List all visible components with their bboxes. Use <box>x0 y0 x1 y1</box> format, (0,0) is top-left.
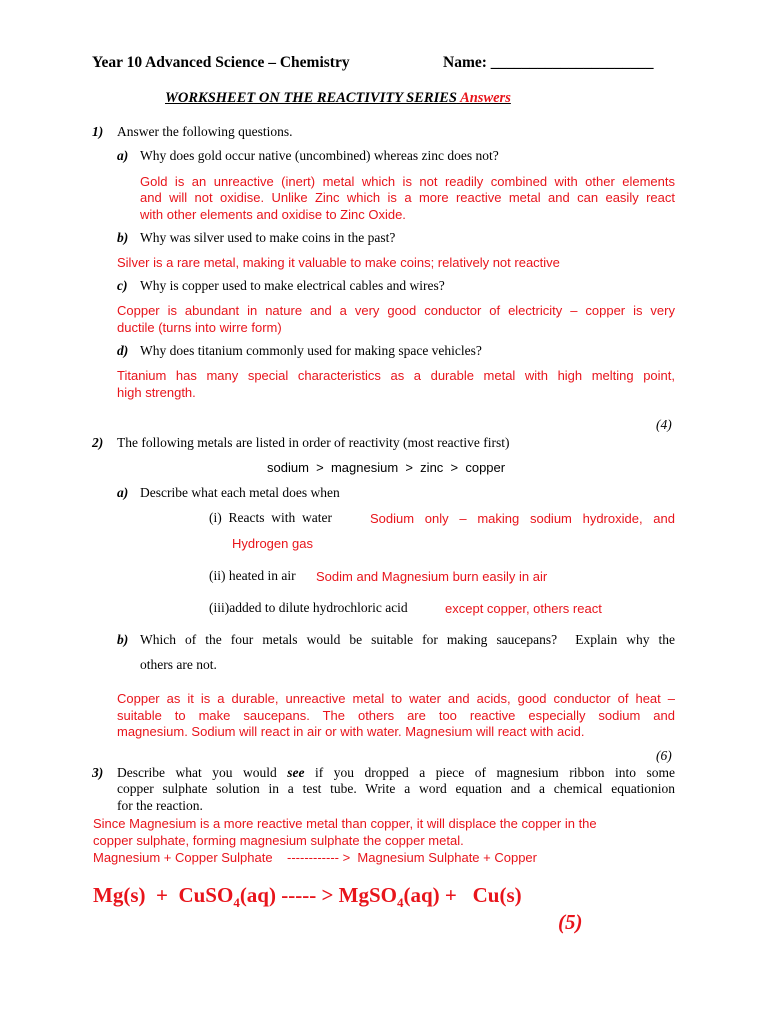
q2a-i-answer-line1: Sodium only – making sodium hydroxide, and <box>370 511 675 526</box>
q2b-question-line2: others are not. <box>140 657 217 672</box>
q1d-question: Why does titanium commonly used for making space vehicles? <box>140 343 482 358</box>
q2a-i-question: (i) Reacts with water <box>209 510 332 525</box>
q2b-question-line1: Which of the four metals would be suitable for making saucepans? Explain why the <box>140 632 675 647</box>
q1c-question: Why is copper used to make electrical cables and wires? <box>140 278 445 293</box>
name-label: Name: <box>443 54 487 71</box>
q1-marks: (4) <box>656 417 672 432</box>
q1-number: 1) <box>92 124 104 139</box>
eq-part-a: Mg(s) + CuSO <box>93 883 234 907</box>
q3-question-see: see <box>287 765 305 780</box>
q1b-label: b) <box>117 230 129 245</box>
eq-part-b: (aq) ----- > MgSO <box>239 883 397 907</box>
q3-chemical-equation <box>93 882 522 916</box>
q2-number: 2) <box>92 435 104 450</box>
q3-question-line3: for the reaction. <box>117 798 203 813</box>
name-field <box>443 54 654 72</box>
eq-part-c: (aq) + Cu(s) <box>403 883 522 907</box>
q3-question-pre: Describe what you would <box>117 765 277 780</box>
q2a-ii-question: (ii) heated in air <box>209 568 296 583</box>
q2-prompt: The following metals are listed in order of reactivity (most reactive first) <box>117 435 510 450</box>
q1b-question: Why was silver used to make coins in the past? <box>140 230 396 245</box>
q3-marks: (5) <box>558 910 583 934</box>
q2b-answer-line2: suitable to make saucepans. The others are too reactive especially sodium and <box>117 708 675 723</box>
q3-question-line1 <box>117 765 675 781</box>
q2-marks: (6) <box>656 748 672 763</box>
reactivity-series: sodium > magnesium > zinc > copper <box>267 460 506 475</box>
q2b-answer-line3: magnesium. Sodium will react in air or with water. Magnesium will react with acid. <box>117 724 585 739</box>
q3-answer-line1: Since Magnesium is a more reactive metal than copper, it will displace the copper in the <box>93 816 597 831</box>
q3-word-equation: Magnesium + Copper Sulphate ------------ > Magnesium Sulphate + Copper <box>93 850 537 865</box>
eq-subscript-2: 4 <box>397 895 404 911</box>
q3-question-line2: copper sulphate solution in a test tube. Write a word equation and a chemical equationion <box>117 781 675 796</box>
q1d-answer-line2: high strength. <box>117 385 196 400</box>
title-answers: Answers <box>460 90 511 106</box>
q1a-answer-line3: with other elements and oxidise to Zinc Oxide. <box>140 207 406 222</box>
q1a-label: a) <box>117 148 129 163</box>
q1b-answer: Silver is a rare metal, making it valuable to make coins; relatively not reactive <box>117 255 560 270</box>
course-title: Year 10 Advanced Science – Chemistry <box>92 54 350 71</box>
q3-question-post: if you dropped a piece of magnesium ribbon into some <box>315 765 676 780</box>
q2a-i-answer-line2: Hydrogen gas <box>232 536 313 551</box>
q2a-iii-question: (iii)added to dilute hydrochloric acid <box>209 600 408 615</box>
q1c-label: c) <box>117 278 128 293</box>
q3-number: 3) <box>92 765 104 780</box>
q2a-ii-answer: Sodim and Magnesium burn easily in air <box>316 569 548 584</box>
worksheet-title <box>165 89 511 107</box>
q2a-label: a) <box>117 485 129 500</box>
q3-answer-line2: copper sulphate, forming magnesium sulphate the copper metal. <box>93 833 464 848</box>
q1c-answer-line1: Copper is abundant in nature and a very good conductor of electricity – copper is very <box>117 303 675 318</box>
q2a-question: Describe what each metal does when <box>140 485 340 500</box>
q1a-answer-line2: and will not oxidise. Unlike Zinc which is a more reactive metal and can easily react <box>140 190 675 205</box>
q1a-answer-line1: Gold is an unreactive (inert) metal which is not readily combined with other elements <box>140 174 675 189</box>
q2b-answer-line1: Copper as it is a durable, unreactive metal to water and acids, good conductor of heat – <box>117 691 675 706</box>
q2a-iii-answer: except copper, others react <box>445 601 602 616</box>
title-main: WORKSHEET ON THE REACTIVITY SERIES <box>165 90 457 106</box>
q1c-answer-line2: ductile (turns into wirre form) <box>117 320 282 335</box>
name-line: _____________________ <box>490 54 654 71</box>
eq-subscript-1: 4 <box>233 895 240 911</box>
q1d-answer-line1: Titanium has many special characteristics as a durable metal with high melting point, <box>117 368 675 383</box>
q2b-label: b) <box>117 632 129 647</box>
q1a-question: Why does gold occur native (uncombined) whereas zinc does not? <box>140 148 499 163</box>
q1-prompt: Answer the following questions. <box>117 124 293 139</box>
q1d-label: d) <box>117 343 129 358</box>
